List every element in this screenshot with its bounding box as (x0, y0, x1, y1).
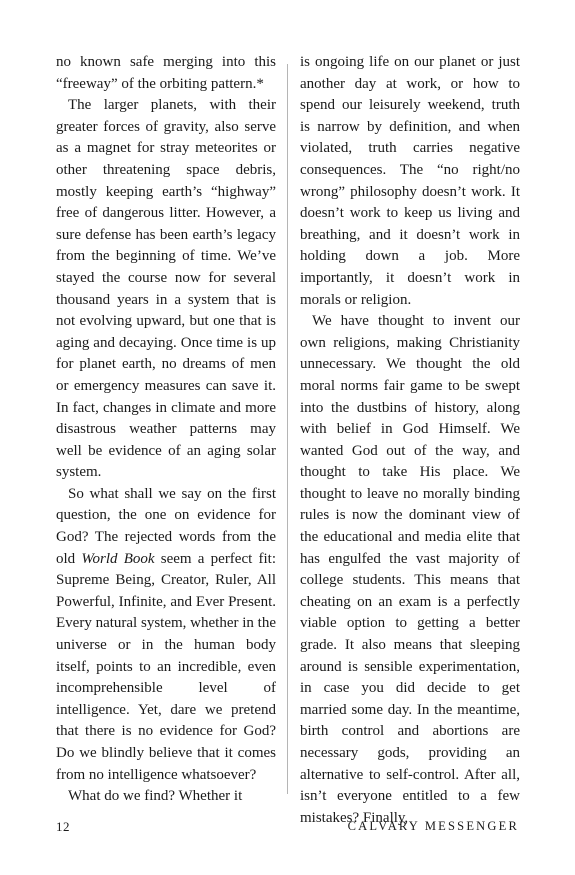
paragraph-text: So what shall we say on the first question, the one on evidence for God? The rejected words from the old (56, 485, 276, 567)
paragraph: What do we find? Whether it (68, 788, 243, 805)
column-divider (287, 64, 288, 794)
right-text-column (300, 52, 520, 829)
paragraph-text: seem a perfect fit: Supreme Being, Creator, Ruler, All Powerful, Infinite, and Ever Present. Every natural system, whether in the universe or in the human body itself, points to an incredible, even incomprehensible level of intelligence. Yet, dare we pretend that there is no evidence for God? Do we blindly believe that it comes from no intelligence whatsoever? (56, 550, 276, 783)
paragraph: The larger planets, with their greater forces of gravity, also serve as a magnet for stray meteorites or other threatening space debris, mostly keeping earth’s “highway” free of dangerous litter. However, a sure defense has been earth’s legacy from the beginning of time. We’ve stayed the course now for several thousand years in a system that is not evolving upward, but one that is aging and decaying. Once time is up for planet earth, no dreams of men or emergency measures can save it. In fact, changes in climate and more disastrous weather patterns may well be evidence of an aging solar system. (56, 97, 276, 481)
left-text-column (56, 52, 276, 808)
paragraph: is ongoing life on our planet or just another day at work, or how to spend our leisurely weekend, truth is narrow by definition, and when violated, truth carries negative consequences. The “no right/no wrong” philosophy doesn’t work. It doesn’t work to keep us living and breathing, and it doesn’t work in holding down a job. More importantly, it doesn’t work in morals or religion. (300, 54, 520, 308)
book-title: World Book (81, 550, 155, 567)
paragraph: We have thought to invent our own religions, making Christianity unnecessary. We thought the old moral norms fair game to be swept into the dustbins of history, along with belief in God Himself. We wanted God out of the way, and thought to take His place. We thought to leave no morally binding rules is now the dominant view of the educational and media elite that has engulfed the vast majority of college students. This means that cheating on an exam is a perfectly viable option to getting a better grade. It also means that sleeping around is sensible experimentation, in case you did decide to get married some day. In the meantime, birth control and abortions are necessary gods, providing an alternative to self-control. After all, isn’t everyone entitled to a few mistakes? Finally, (300, 313, 520, 826)
publication-name: CALVARY MESSENGER (347, 819, 519, 833)
paragraph (56, 484, 276, 786)
paragraph: no known safe merging into this “freeway” of the orbiting pattern.* (56, 54, 276, 92)
page-number: 12 (56, 819, 70, 834)
